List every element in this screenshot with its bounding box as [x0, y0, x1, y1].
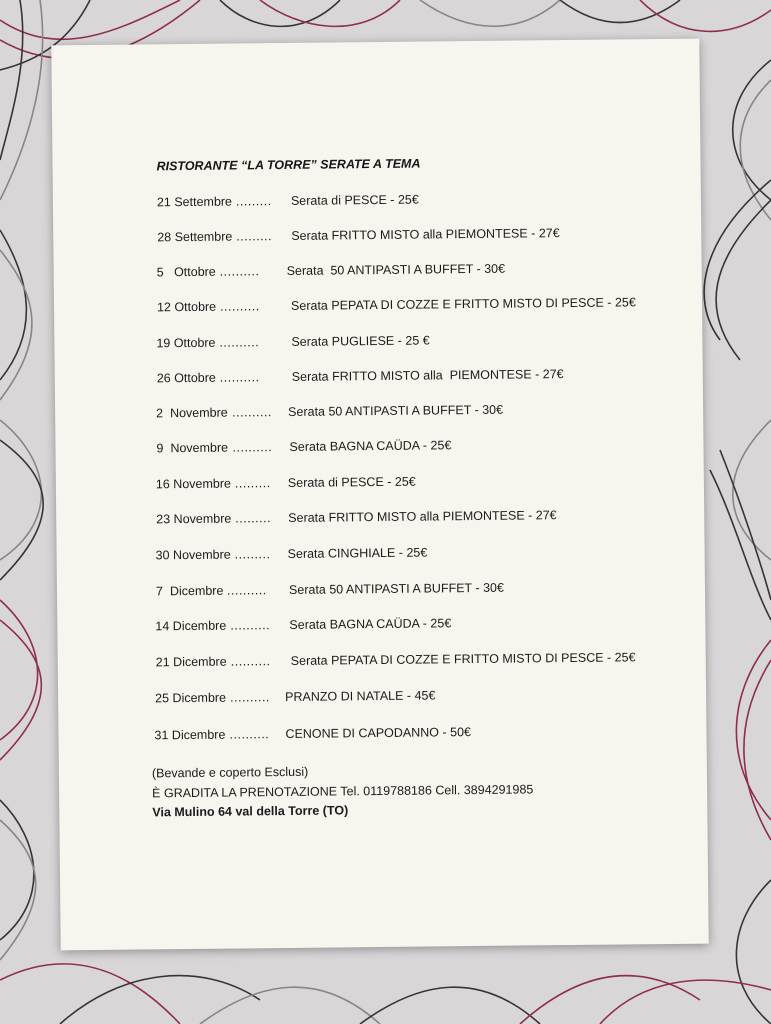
event-date: 9 Novembre: [156, 440, 229, 456]
drinks-note: (Bevande e coperto Esclusi): [151, 764, 309, 781]
event-description: Serata FRITTO MISTO alla PIEMONTESE - 27€: [291, 367, 564, 384]
reservation-note: È GRADITA LA PRENOTAZIONE Tel. 0119788186 Cell. 3894291985: [152, 782, 534, 801]
event-date: 31 Dicembre: [154, 727, 226, 743]
event-leader-dots: ..........: [230, 690, 270, 705]
event-row: [156, 508, 557, 527]
event-row: [155, 580, 504, 599]
event-date: 14 Dicembre: [155, 618, 227, 634]
event-date: 28 Settembre: [157, 229, 233, 245]
event-leader-dots: ..........: [230, 654, 271, 669]
event-leader-dots: .........: [234, 547, 271, 562]
event-description: CENONE DI CAPODANNO - 50€: [285, 725, 472, 742]
event-row: [156, 438, 452, 456]
event-description: Serata BAGNA CAÜDA - 25€: [289, 616, 452, 632]
event-row: [156, 367, 564, 386]
event-description: Serata 50 ANTIPASTI A BUFFET - 30€: [286, 261, 506, 278]
event-leader-dots: ..........: [230, 618, 271, 633]
address: Via Mulino 64 val della Torre (TO): [152, 803, 349, 820]
event-leader-dots: .........: [235, 194, 272, 209]
event-date: 21 Settembre: [156, 194, 233, 210]
event-description: PRANZO DI NATALE - 45€: [285, 688, 436, 705]
event-leader-dots: ..........: [229, 727, 270, 742]
event-row: [155, 688, 436, 706]
event-leader-dots: ..........: [219, 299, 260, 314]
event-description: Serata BAGNA CAÜDA - 25€: [289, 438, 452, 454]
event-date: 30 Novembre: [155, 547, 231, 563]
event-description: Serata CINGHIALE - 25€: [287, 545, 428, 561]
event-row: [157, 226, 560, 245]
event-description: Serata FRITTO MISTO alla PIEMONTESE - 27€: [288, 508, 557, 525]
event-leader-dots: ..........: [226, 583, 267, 598]
event-leader-dots: ..........: [219, 335, 260, 350]
event-date: 23 Novembre: [156, 511, 232, 527]
event-date: 12 Ottobre: [156, 299, 217, 315]
event-description: Serata 50 ANTIPASTI A BUFFET - 30€: [288, 402, 504, 419]
menu-title: RISTORANTE “LA TORRE” SERATE A TEMA: [156, 156, 421, 174]
event-date: 7 Dicembre: [155, 583, 224, 599]
event-row: [156, 261, 506, 280]
event-date: 5 Ottobre: [156, 264, 216, 280]
event-description: Serata PEPATA DI COZZE E FRITTO MISTO DI PESCE - 25€: [290, 295, 636, 313]
menu-sheet: [51, 39, 708, 951]
event-leader-dots: ..........: [232, 440, 273, 455]
event-leader-dots: ..........: [219, 264, 260, 279]
event-row: [154, 725, 472, 743]
event-description: Serata di PESCE - 25€: [287, 474, 416, 490]
event-date: 21 Dicembre: [155, 654, 227, 670]
event-date: 26 Ottobre: [156, 370, 216, 386]
event-row: [156, 192, 419, 210]
event-date: 25 Dicembre: [155, 690, 227, 706]
event-description: Serata PEPATA DI COZZE E FRITTO MISTO DI PESCE - 25€: [290, 650, 636, 668]
event-description: Serata FRITTO MISTO alla PIEMONTESE - 27€: [291, 226, 560, 243]
event-description: Serata PUGLIESE - 25 €: [291, 333, 430, 349]
event-leader-dots: ..........: [219, 370, 260, 385]
event-date: 16 Novembre: [155, 476, 231, 492]
event-description: Serata 50 ANTIPASTI A BUFFET - 30€: [288, 580, 504, 597]
event-row: [156, 333, 430, 351]
event-row: [156, 295, 636, 315]
event-description: Serata di PESCE - 25€: [290, 192, 419, 208]
event-row: [155, 474, 416, 492]
event-row: [155, 650, 636, 670]
event-row: [155, 616, 452, 634]
event-leader-dots: ..........: [232, 405, 272, 420]
event-date: 19 Ottobre: [156, 335, 216, 351]
event-leader-dots: .........: [234, 476, 271, 491]
event-row: [156, 402, 504, 421]
event-row: [155, 545, 428, 563]
event-leader-dots: .........: [235, 511, 272, 526]
event-date: 2 Novembre: [156, 405, 228, 421]
event-leader-dots: .........: [236, 229, 273, 244]
